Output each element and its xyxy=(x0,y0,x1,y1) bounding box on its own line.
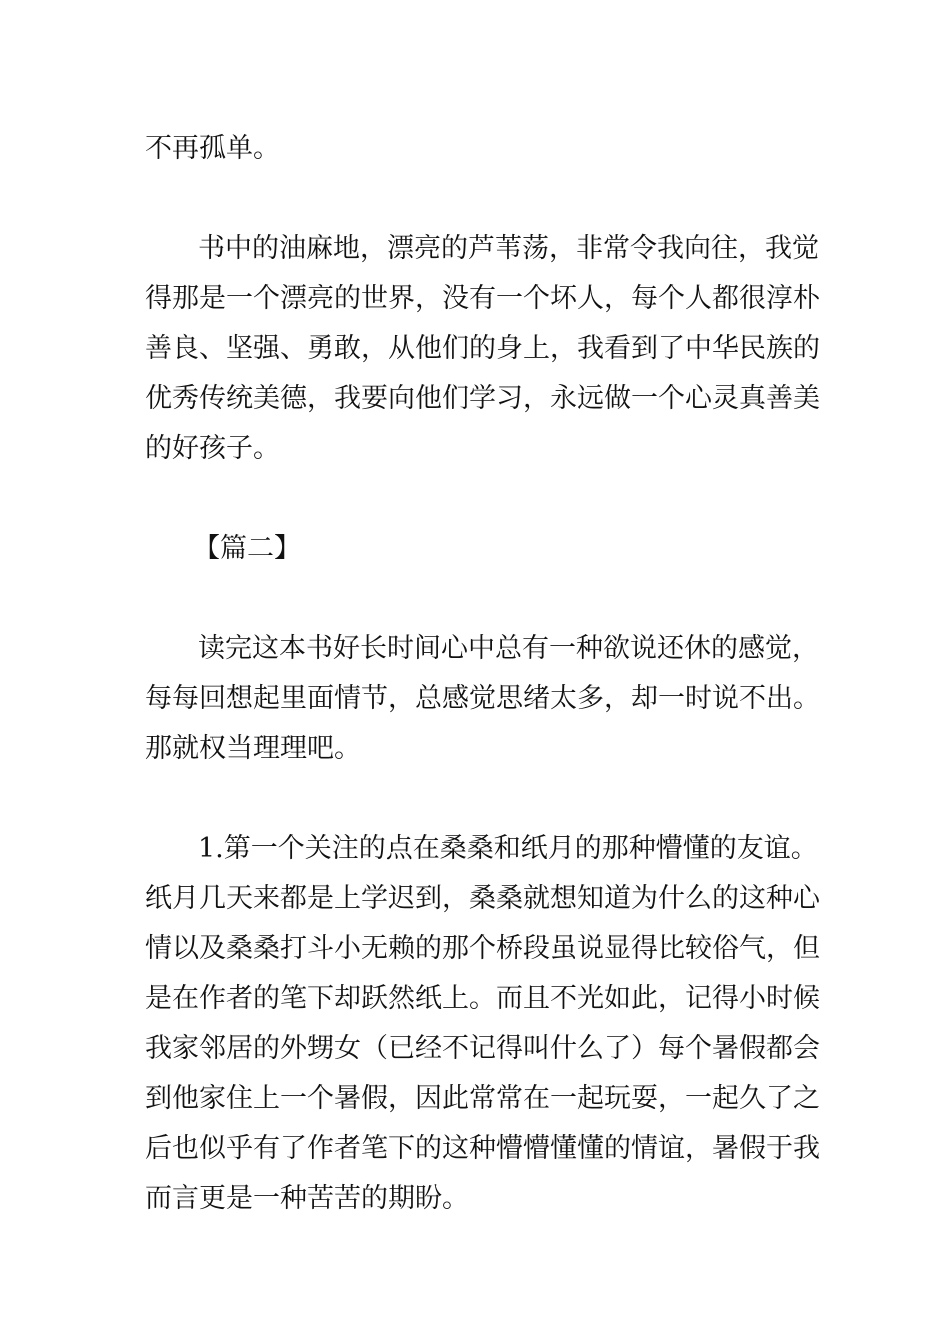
paragraph-3-line-3: 那就权当理理吧。 xyxy=(145,733,361,764)
paragraph-4-line-1: 1.第一个关注的点在桑桑和纸月的那种懵懂的友谊。 xyxy=(198,833,818,864)
paragraph-4-line-7: 后也似乎有了作者笔下的这种懵懵懂懂的情谊，暑假于我 xyxy=(145,1133,820,1164)
paragraph-4-line-4: 是在作者的笔下却跃然纸上。而且不光如此，记得小时候 xyxy=(145,983,820,1014)
paragraph-2-line-2: 得那是一个漂亮的世界，没有一个坏人，每个人都很淳朴 xyxy=(145,283,820,314)
paragraph-3-line-1: 读完这本书好长时间心中总有一种欲说还休的感觉， xyxy=(198,633,819,664)
paragraph-3-line-2: 每每回想起里面情节，总感觉思绪太多，却一时说不出。 xyxy=(145,683,820,714)
paragraph-1-line-1: 不再孤单。 xyxy=(145,133,280,164)
paragraph-2-line-1: 书中的油麻地，漂亮的芦苇荡，非常令我向往，我觉 xyxy=(198,233,819,264)
paragraph-4-line-8: 而言更是一种苦苦的期盼。 xyxy=(145,1183,469,1214)
paragraph-2-line-5: 的好孩子。 xyxy=(145,433,280,464)
paragraph-4-line-2: 纸月几天来都是上学迟到，桑桑就想知道为什么的这种心 xyxy=(145,883,820,914)
paragraph-2-line-3: 善良、坚强、勇敢，从他们的身上，我看到了中华民族的 xyxy=(145,333,820,364)
paragraph-4-line-3: 情以及桑桑打斗小无赖的那个桥段虽说显得比较俗气，但 xyxy=(145,933,820,964)
paragraph-2-line-4: 优秀传统美德，我要向他们学习，永远做一个心灵真善美 xyxy=(145,383,820,414)
paragraph-4-line-5: 我家邻居的外甥女（已经不记得叫什么了）每个暑假都会 xyxy=(145,1033,820,1064)
paragraph-4-line-6: 到他家住上一个暑假，因此常常在一起玩耍，一起久了之 xyxy=(145,1083,820,1114)
section-heading: 【篇二】 xyxy=(193,533,301,564)
